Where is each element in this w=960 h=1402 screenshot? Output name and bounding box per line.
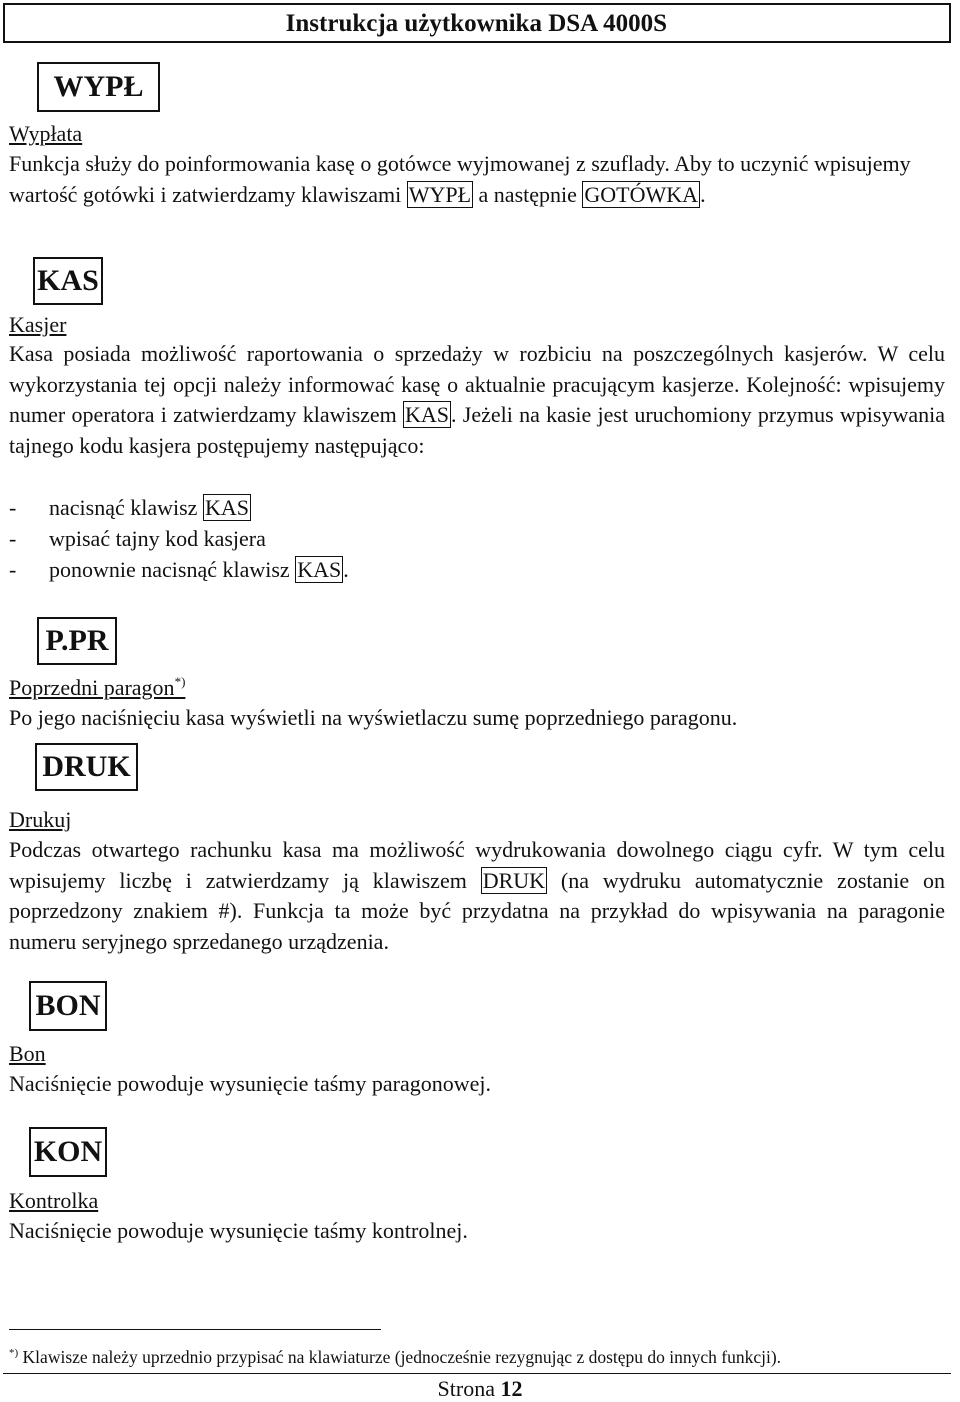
section-text-poprzedni-paragon: Po jego naciśnięciu kasa wyświetli na wyświetlaczu sumę poprzedniego paragonu.	[9, 705, 738, 730]
section-text-kontrolka: Naciśnięcie powoduje wysunięcie taśmy kontrolnej.	[9, 1218, 468, 1243]
key-ref-kas: KAS	[204, 495, 249, 520]
section-title-wyplata: Wypłata	[9, 121, 83, 146]
key-label-wypl: WYPŁ	[37, 62, 160, 112]
key-label-kon: KON	[29, 1127, 107, 1177]
key-label-bon: BON	[29, 981, 107, 1031]
footer-divider	[3, 1373, 951, 1374]
section-text-drukuj: Podczas otwartego rachunku kasa ma możliwość wydrukowania dowolnego ciągu cyfr. W tym celu wpisujemy liczbę i zatwierdzamy ją klawiszem DRUK (na wydruku automatycznie zostanie on poprzedzony znakiem #). Funkcja ta może być przydatna na przykład do wpisywania na paragonie numeru seryjnego sprzedanego urządzenia.	[9, 837, 945, 954]
section-title-kontrolka: Kontrolka	[9, 1188, 99, 1213]
key-ref-kas: KAS	[297, 557, 342, 582]
header-title: Instrukcja użytkownika DSA 4000S	[285, 10, 667, 37]
section-text-bon: Naciśnięcie powoduje wysunięcie taśmy paragonowej.	[9, 1071, 492, 1096]
list-item: - ponownie nacisnąć klawisz KAS.	[9, 557, 349, 582]
kasjer-steps-list	[9, 492, 709, 585]
key-label-kas: KAS	[33, 257, 103, 305]
page-number: Strona 12	[437, 1376, 523, 1401]
key-ref-gotowka: GOTÓWKA	[584, 181, 699, 207]
section-text-kasjer: Kasa posiada możliwość raportowania o sprzedaży w rozbiciu na poszczególnych kasjerów. W celu wykorzystania tej opcji należy informować kasę o aktualnie pracującym kasjerze. Kolejność: wpisujemy numer operatora i zatwierdzamy klawiszem KAS. Jeżeli na kasie jest uruchomiony przymus wpisywania tajnego kodu kasjera postępujemy następująco:	[9, 341, 945, 458]
section-title-drukuj: Drukuj	[9, 807, 72, 832]
section-text-wyplata: Funkcja służy do poinformowania kasę o gotówce wyjmowanej z szuflady. Aby to uczynić wpisujemy wartość gotówki i zatwierdzamy klawiszami WYPŁ a następnie GOTÓWKA.	[9, 151, 911, 207]
key-label-druk: DRUK	[35, 743, 138, 791]
key-ref-druk: DRUK	[482, 867, 546, 893]
footnote-divider	[9, 1329, 381, 1330]
footnote: *) Klawisze należy uprzednio przypisać na klawiaturze (jednocześnie rezygnując z dostępu do innych funkcji).	[9, 1347, 782, 1367]
section-title-bon: Bon	[9, 1041, 46, 1066]
key-label-ppr: P.PR	[37, 617, 117, 665]
key-ref-kas: KAS	[405, 402, 450, 427]
list-item: - nacisnąć klawisz KAS	[9, 495, 249, 520]
section-title-poprzedni-paragon: Poprzedni paragon*)	[9, 674, 186, 700]
section-title-kasjer: Kasjer	[9, 312, 67, 337]
key-ref-wypl: WYPŁ	[408, 181, 472, 207]
list-item: - wpisać tajny kod kasjera	[9, 526, 266, 551]
page-header	[3, 3, 951, 43]
